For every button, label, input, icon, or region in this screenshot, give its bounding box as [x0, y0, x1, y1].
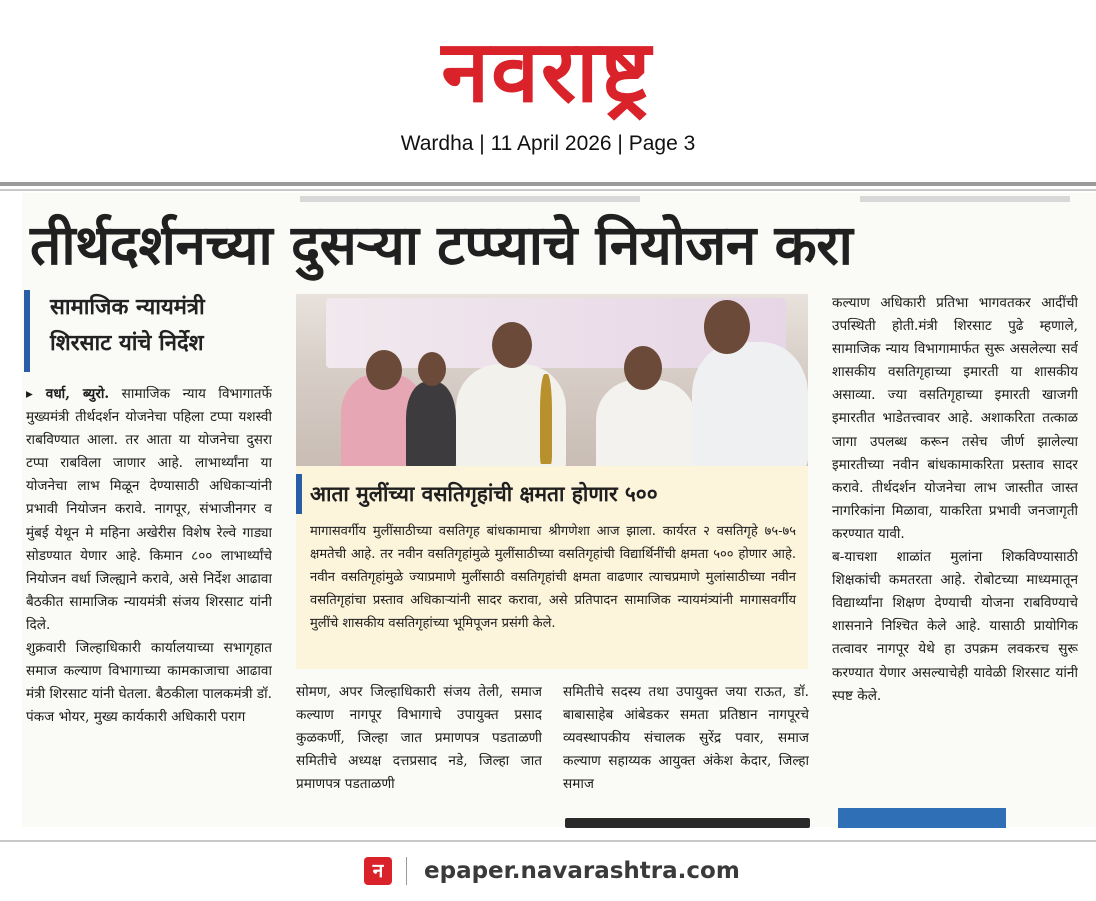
next-article-banner-fragment: [838, 808, 1006, 828]
article-column-4: [832, 292, 1078, 795]
box-title: आता मुलींच्या वसतिगृहांची क्षमता होणार ५००: [310, 482, 658, 506]
article-paragraph: [26, 383, 272, 637]
article-paragraph: समितीचे सदस्य तथा उपायुक्त जया राऊत, डॉ. बाबासाहेब आंबेडकर समता प्रतिष्ठान नागपूरचे व्यवस्थापकीय संचालक सुरेंद्र पवार, समाज कल्याण सहाय्यक आयुक्त अंकेश केदार, जिल्हा समाज: [563, 684, 809, 793]
article-paragraph: शुक्रवारी जिल्हाधिकारी कार्यालयाच्या सभागृहात समाज कल्याण विभागाच्या कामकाजाचा आढावा मंत्री शिरसाट यांनी घेतला. बैठकीला पालकमंत्री डॉ. पंकज भोयर, मुख्य कार्यकारी अधिकारी पराग: [26, 640, 272, 726]
edition-info: Wardha | 11 April 2026 | Page 3: [400, 132, 696, 155]
article-paragraph: ब-याचशा शाळांत मुलांना शिकविण्यासाठी शिक्षकांची कमतरता आहे. रोबोटच्या माध्यमातून विद्यार्थ्यांना शिक्षण देण्याची योजना राबविण्याचे शासनाने निश्चित केले आहे. यासाठी प्रायोगिक तत्वावर नागपूर येथे हा उपक्रम लवकरच सुरू करण्यात येणार असल्याचेही यावेळी शिरसाट यांनी स्पष्ट केले.: [832, 549, 1078, 704]
person-head: [704, 300, 750, 354]
event-photo: [296, 294, 808, 466]
person-head: [492, 322, 532, 368]
next-article-headline-fragment: [565, 818, 810, 828]
epaper-link[interactable]: epaper.navarashtra.com: [424, 858, 740, 884]
lamp-figure: [540, 374, 552, 464]
box-accent-bar: [296, 474, 302, 514]
article-subheading: [24, 290, 272, 372]
person-head: [624, 346, 662, 390]
dateline-arrow-icon: ▸: [26, 386, 46, 402]
article-paragraph: कल्याण अधिकारी प्रतिभा भागवतकर आदींची उपस्थिती होती.मंत्री शिरसाट पुढे म्हणाले, सामाजिक न्याय विभागामार्फत सुरू असलेल्या सर्व शासकीय वसतिगृहाच्या इमारती या शासकीय असाव्या. ज्या वसतिगृहाच्या इमारती खाजगी इमारतीत भाडेतत्त्वावर आहे. अशाकरिता तत्काळ जागा उपलब्ध करून तसेच जीर्ण झालेल्या इमारतीच्या नवीन बांधकामाकरिता प्रस्ताव सादर करावे. तीर्थदर्शन योजनेचा लाभ जास्तीत जास्त नागरिकांना मिळावा, याकरिता प्रभावी जनजागृती करण्यात यावी.: [832, 295, 1078, 542]
box-body: मागासवर्गीय मुलींसाठीच्या वसतिगृह बांधकामाचा श्रीगणेशा आज झाला. कार्यरत २ वसतिगृहे ७५-७५ क्षमतेची आहे. तर नवीन वसतिगृहांमुळे मुलींसाठीच्या वसतिगृहांची विद्यार्थिनींची क्षमता ५०० होणार आहे. नवीन वसतिगृहांमुळे ज्याप्रमाणे मुलींसाठी वसतिगृहांची क्षमता वाढणार त्याचप्रमाणे मुलांसाठीच्या नवीन वसतिगृहांचा प्रस्ताव अधिकाऱ्यांनी सादर करावा, असे प्रतिपादन सामाजिक न्यायमंत्र्यांनी मागासवर्गीय मुलींचे शासकीय वसतिगृहांच्या भूमिपूजन प्रसंगी केले.: [310, 524, 796, 631]
person-figure: [406, 382, 456, 466]
person-figure: [692, 342, 808, 466]
article-headline: तीर्थदर्शनच्या दुसऱ्या टप्प्याचे नियोजन करा: [30, 212, 853, 277]
subheading-line: शिरसाट यांचे निर्देश: [50, 331, 204, 356]
dateline: वर्धा, ब्युरो.: [45, 386, 110, 402]
masthead-divider-thin: [0, 189, 1096, 191]
faded-print-strip: [860, 196, 1070, 202]
paragraph-text: सामाजिक न्याय विभागातर्फे मुख्यमंत्री तीर्थदर्शन योजनेचा पहिला टप्पा यशस्वी राबविण्यात आला. तर आता या योजनेचा दुसरा टप्पा राबविला जाणार आहे. लाभार्थ्यांना या योजनेचा लाभ मिळून देण्यासाठी अधिकाऱ्यांनी प्रभावी नियोजन करावे. नागपूर, संभाजीनगर व मुंबई येथून मे महिना अखेरीस विशेष रेल्वे गाड्या सोडण्यात येणार आहे. किमान ८०० लाभार्थ्यांचे नियोजन वर्धा जिल्ह्याने करावे, असे निर्देश आढावा बैठकीत सामाजिक न्यायमंत्री संजय शिरसाट यांनी दिले.: [26, 386, 272, 633]
article-column-1: [26, 383, 272, 795]
footer-separator: [406, 857, 407, 885]
masthead-divider: [0, 182, 1096, 186]
person-head: [366, 350, 402, 390]
sidebar-box: [296, 466, 808, 669]
person-head: [418, 352, 446, 386]
subheading-line: सामाजिक न्यायमंत्री: [50, 295, 205, 320]
article-column-3: [563, 681, 809, 795]
person-figure: [596, 380, 696, 466]
masthead: [0, 0, 1096, 185]
newspaper-logo[interactable]: नवराष्ट्र: [441, 22, 653, 122]
article-column-2: [296, 681, 542, 795]
navarashtra-logo-icon[interactable]: न: [364, 857, 392, 885]
faded-print-strip: [300, 196, 640, 202]
footer-divider: [0, 840, 1096, 842]
article-paragraph: सोमण, अपर जिल्हाधिकारी संजय तेली, समाज कल्याण नागपूर विभागाचे उपायुक्त प्रसाद कुळकर्णी, जिल्हा जात प्रमाणपत्र पडताळणी समितीचे अध्यक्ष दत्तप्रसाद नडे, जिल्हा जात प्रमाणपत्र पडताळणी: [296, 684, 542, 793]
